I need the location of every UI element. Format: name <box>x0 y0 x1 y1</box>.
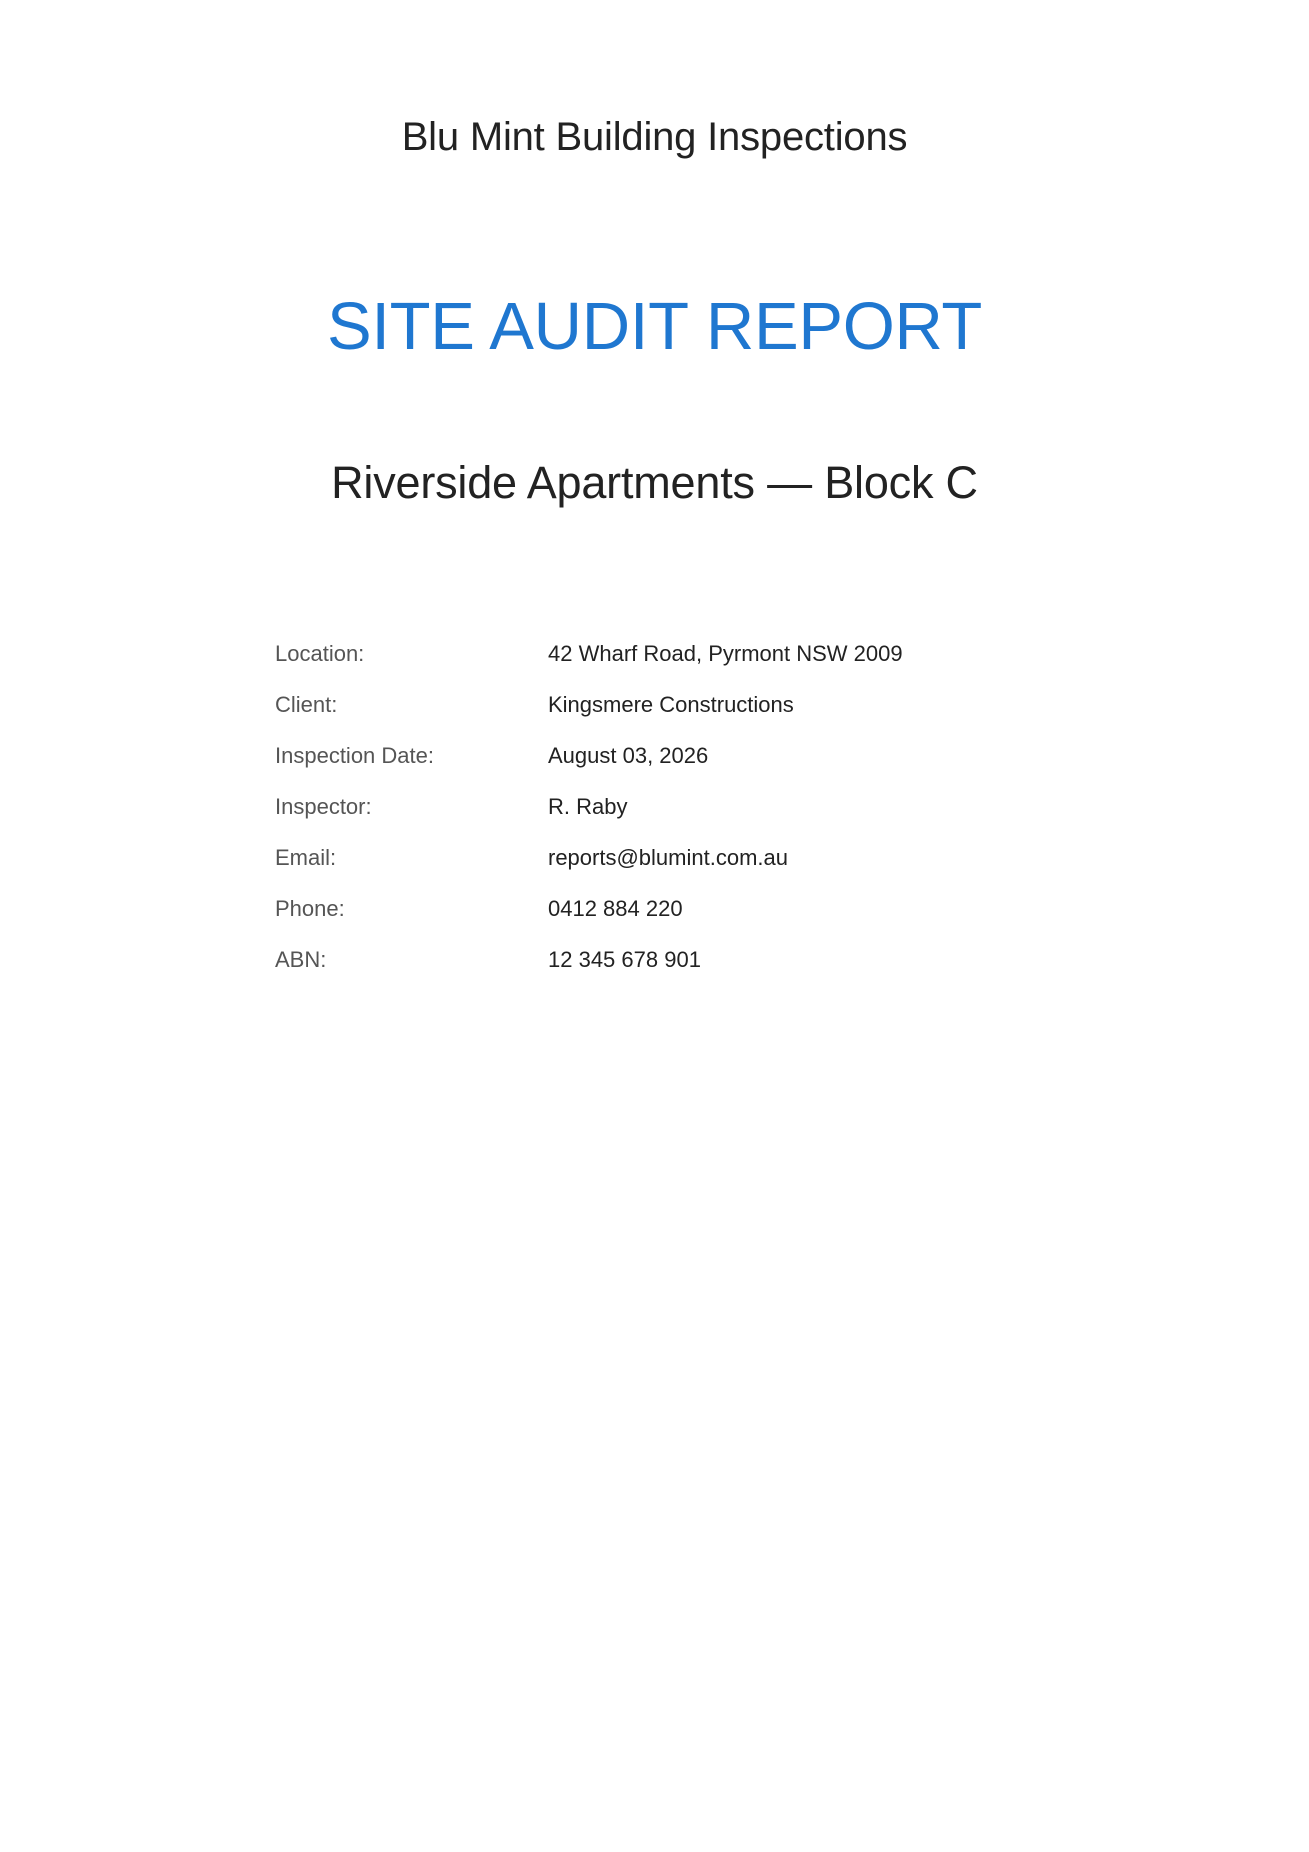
detail-row-phone <box>275 883 1035 934</box>
inspection-date-value: August 03, 2026 <box>548 742 709 768</box>
phone-label: Phone: <box>275 895 345 921</box>
phone-value: 0412 884 220 <box>548 895 683 921</box>
inspector-value: R. Raby <box>548 793 628 819</box>
detail-row-inspector <box>275 781 1035 832</box>
detail-row-abn <box>275 934 1035 985</box>
inspector-label: Inspector: <box>275 793 372 819</box>
abn-label: ABN: <box>275 946 327 972</box>
email-value: reports@blumint.com.au <box>548 844 788 870</box>
report-title: SITE AUDIT REPORT <box>326 289 983 364</box>
detail-row-client <box>275 679 1035 730</box>
detail-row-location <box>275 628 1035 679</box>
location-value: 42 Wharf Road, Pyrmont NSW 2009 <box>548 640 903 666</box>
client-label: Client: <box>275 691 338 717</box>
email-label: Email: <box>275 844 337 870</box>
inspection-date-label: Inspection Date: <box>275 742 434 768</box>
report-details <box>275 628 1035 985</box>
detail-row-inspection-date <box>275 730 1035 781</box>
detail-row-email <box>275 832 1035 883</box>
client-value: Kingsmere Constructions <box>548 691 794 717</box>
project-name: Riverside Apartments — Block C <box>331 457 978 508</box>
company-name: Blu Mint Building Inspections <box>401 115 908 159</box>
abn-value: 12 345 678 901 <box>548 946 701 972</box>
location-label: Location: <box>275 640 365 666</box>
